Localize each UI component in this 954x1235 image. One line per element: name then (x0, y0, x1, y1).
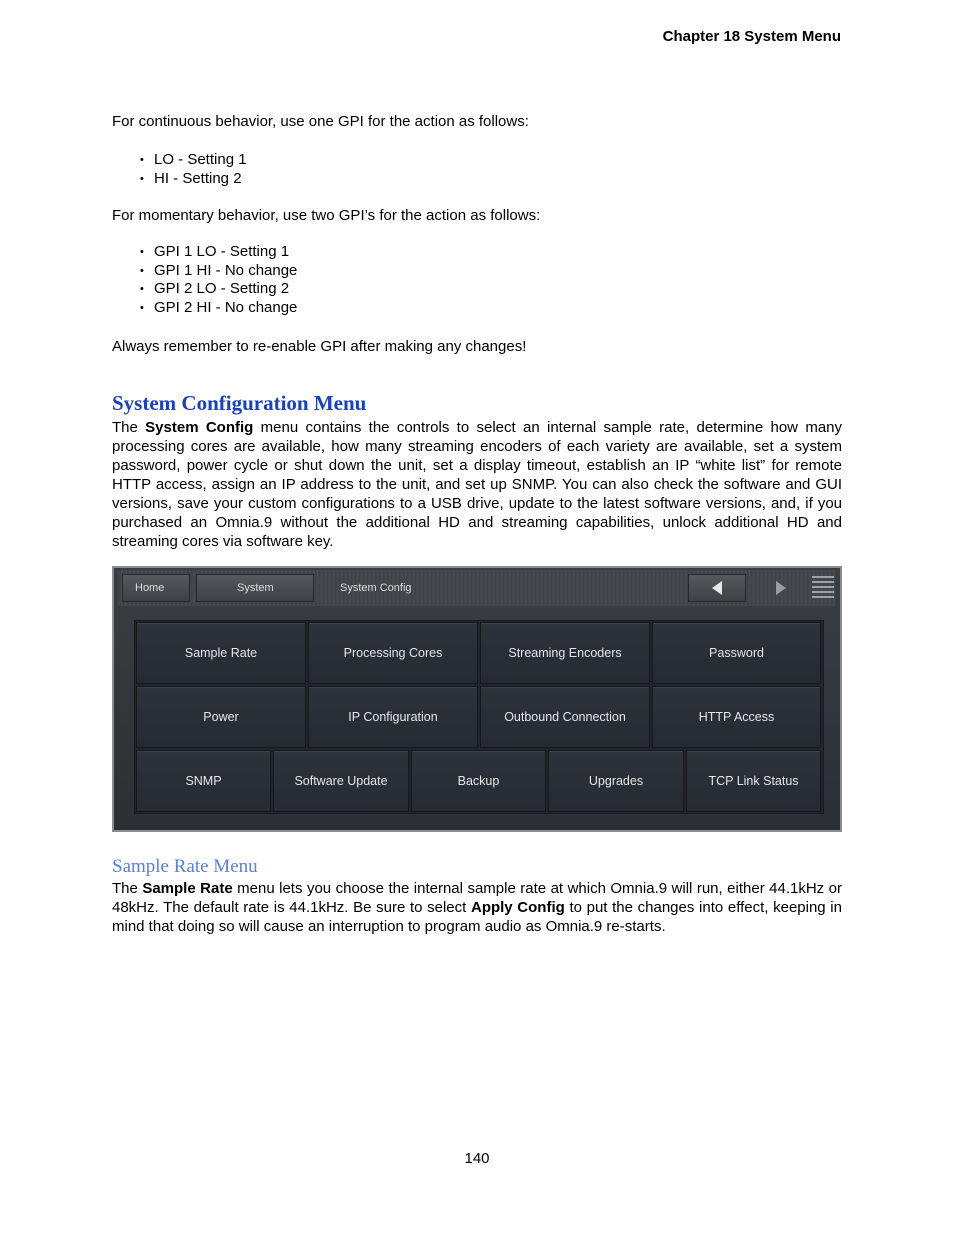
home-button[interactable]: Home (122, 574, 190, 602)
list-item: • GPI 1 LO - Setting 1 (140, 243, 297, 262)
momentary-list (140, 243, 297, 318)
list-item: • LO - Setting 1 (140, 151, 247, 170)
bold-term: Sample Rate (142, 880, 233, 897)
section-heading-sample-rate: Sample Rate Menu (112, 856, 258, 877)
ip-configuration-button[interactable]: IP Configuration (308, 686, 478, 748)
page-number: 140 (464, 1150, 490, 1167)
password-button[interactable]: Password (652, 622, 821, 684)
system-button[interactable]: System (196, 574, 314, 602)
power-button[interactable]: Power (136, 686, 306, 748)
list-item: • GPI 2 HI - No change (140, 299, 297, 318)
forward-button[interactable] (752, 574, 810, 602)
continuous-list (140, 151, 247, 188)
http-access-button[interactable]: HTTP Access (652, 686, 821, 748)
continuous-intro: For continuous behavior, use one GPI for the action as follows: (112, 113, 529, 130)
software-update-button[interactable]: Software Update (273, 750, 409, 812)
streaming-encoders-button[interactable]: Streaming Encoders (480, 622, 650, 684)
system-config-screenshot (112, 566, 842, 832)
reminder-text: Always remember to re-enable GPI after making any changes! (112, 338, 527, 355)
list-item: • HI - Setting 2 (140, 170, 247, 189)
chevron-right-icon (775, 580, 787, 596)
processing-cores-button[interactable]: Processing Cores (308, 622, 478, 684)
nav-bar (118, 570, 836, 606)
sample-rate-paragraph: The Sample Rate menu lets you choose the internal sample rate at which Omnia.9 will run, either 44.1kHz or 48kHz. The default rate is 44.1kHz. Be sure to select Apply Config to put the changes into effect, keeping in mind that doing so will cause an interruption to program audio as Omnia.9 re-starts. (112, 880, 842, 935)
section-heading-system-config: System Configuration Menu (112, 391, 367, 415)
backup-button[interactable]: Backup (411, 750, 546, 812)
current-page-label: System Config (340, 582, 412, 594)
tcp-link-status-button[interactable]: TCP Link Status (686, 750, 821, 812)
chapter-header: Chapter 18 System Menu (662, 28, 841, 45)
config-button-grid (134, 620, 824, 814)
back-button[interactable] (688, 574, 746, 602)
menu-icon[interactable] (812, 576, 834, 602)
momentary-intro: For momentary behavior, use two GPI’s for the action as follows: (112, 207, 541, 224)
system-config-paragraph: The System Config menu contains the controls to select an internal sample rate, determine how many processing cores are available, how many streaming encoders of each variety are available, set a system password, power cycle or shut down the unit, set a display timeout, establish an IP “white list” for remote HTTP access, assign an IP address to the unit, and set up SNMP. You can also check the software and GUI versions, save your custom configurations to a USB drive, update to the latest software versions, and, if you purchased an Omnia.9 without the additional HD and streaming capabilities, unlock additional HD and streaming cores via software key. (112, 419, 843, 550)
bold-term: System Config (145, 419, 254, 436)
outbound-connection-button[interactable]: Outbound Connection (480, 686, 650, 748)
list-item: • GPI 2 LO - Setting 2 (140, 280, 297, 299)
bold-term: Apply Config (470, 899, 565, 916)
list-item: • GPI 1 HI - No change (140, 262, 297, 281)
upgrades-button[interactable]: Upgrades (548, 750, 684, 812)
chevron-left-icon (711, 580, 723, 596)
sample-rate-button[interactable]: Sample Rate (136, 622, 306, 684)
snmp-button[interactable]: SNMP (136, 750, 271, 812)
